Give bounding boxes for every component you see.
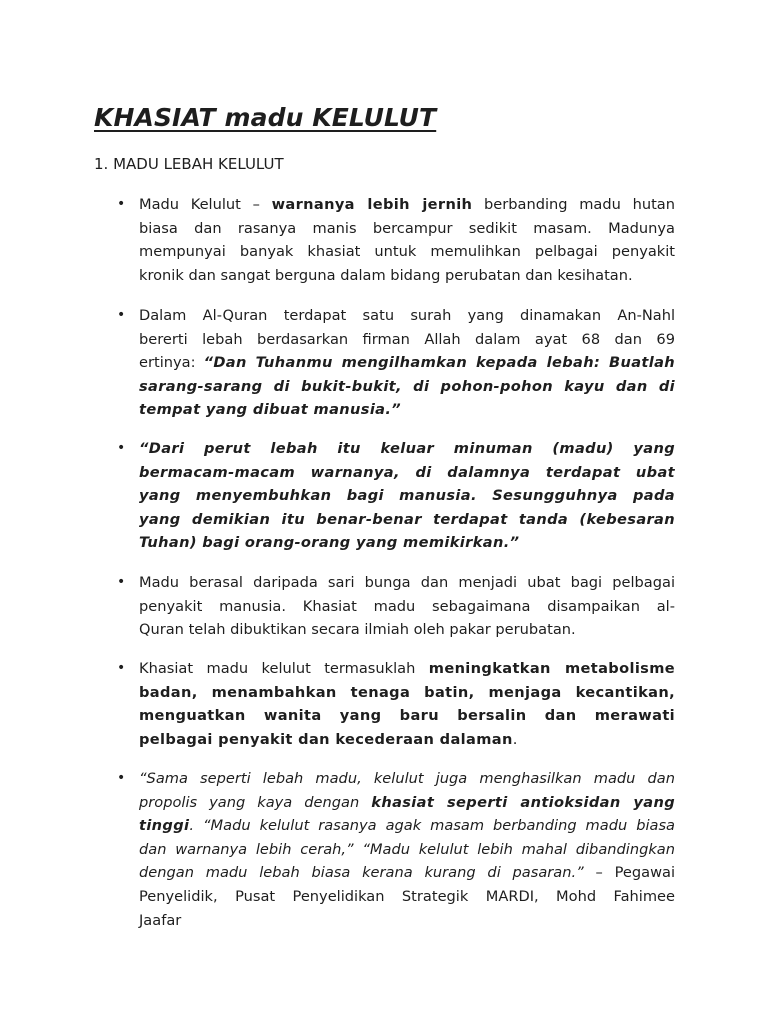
text-line: tempat yang dibuat manusia.” xyxy=(139,401,402,419)
list-item xyxy=(117,767,676,932)
text-line: Madu berasal daripada sari bunga dan menjadi ubat bagi pelbagai xyxy=(139,574,675,591)
text-line: mempunyai banyak khasiat untuk memulihkan pelbagai penyakit xyxy=(139,243,675,261)
text-line xyxy=(139,657,675,681)
text-line: kronik dan sangat berguna dalam bidang perubatan dan kesihatan. xyxy=(139,266,633,284)
text-run: ertinya: xyxy=(139,354,196,372)
text-line xyxy=(139,814,675,838)
text-run: Madu Kelulut – xyxy=(139,196,260,213)
text-line: “Sama seperti lebah madu, kelulut juga menghasilkan madu dan xyxy=(139,770,675,787)
section-heading: 1. MADU LEBAH KELULUT xyxy=(94,155,284,173)
bullet-icon: • xyxy=(117,660,126,676)
text-line: dan warnanya lebih cerah,” “Madu kelulut lebih mahal dibandingkan xyxy=(139,840,675,858)
text-run: Khasiat madu kelulut termasuklah xyxy=(139,660,416,677)
list-item xyxy=(117,437,675,555)
bold-text: pelbagai penyakit dan kecederaan dalaman xyxy=(139,730,513,748)
text-line: Tuhan) bagi orang-orang yang memikirkan.” xyxy=(139,534,520,552)
text-line: yang menyembuhkan bagi manusia. Sesungguhnya pada xyxy=(139,487,675,505)
text-line: sarang-sarang di bukit-bukit, di pohon-pohon kayu dan di xyxy=(139,377,675,395)
italic-text: dengan madu lebah biasa kerana kurang di pasaran.” xyxy=(139,864,584,882)
bullet-icon: • xyxy=(117,574,126,590)
bullet-icon: • xyxy=(117,196,126,212)
text-line: menguatkan wanita yang baru bersalin dan merawati xyxy=(139,707,675,725)
text-line xyxy=(139,351,675,375)
list-item xyxy=(117,657,676,751)
text-line: Dalam Al-Quran terdapat satu surah yang dinamakan An-Nahl xyxy=(139,307,675,324)
text-line: “Dari perut lebah itu keluar minuman (madu) yang xyxy=(139,440,675,457)
text-line: Penyelidik, Pusat Penyelidikan Strategik MARDI, Mohd Fahimee xyxy=(139,887,675,905)
text-line: Jaafar xyxy=(139,911,182,929)
text-line: biasa dan rasanya manis bercampur sedikit masam. Madunya xyxy=(139,219,675,237)
bold-italic-text: tinggi xyxy=(139,817,190,835)
list-item xyxy=(117,571,675,642)
text-line: bererti lebah berdasarkan firman Allah dalam ayat 68 dan 69 xyxy=(139,330,675,348)
text-line xyxy=(139,861,675,885)
bold-text: meningkatkan metabolisme xyxy=(428,660,676,677)
text-line: badan, menambahkan tenaga batin, menjaga kecantikan, xyxy=(139,683,675,701)
text-line: Quran telah dibuktikan secara ilmiah oleh pakar perubatan. xyxy=(139,621,576,639)
text-line xyxy=(139,791,675,815)
italic-text: propolis yang kaya dengan xyxy=(139,793,360,811)
text-line: bermacam-macam warnanya, di dalamnya terdapat ubat xyxy=(139,463,675,481)
text-line: penyakit manusia. Khasiat madu sebagaimana disampaikan al- xyxy=(139,597,675,615)
text-line xyxy=(139,728,675,752)
list-item xyxy=(117,304,676,422)
bullet-icon: • xyxy=(117,307,126,323)
bold-text: warnanya lebih jernih xyxy=(271,196,473,213)
bullet-icon: • xyxy=(117,440,126,456)
bold-italic-text: “Dan Tuhanmu mengilhamkan kepada lebah: Buatlah xyxy=(203,354,676,372)
bullet-icon: • xyxy=(117,770,126,786)
document-title: KHASIAT madu KELULUT xyxy=(94,103,437,132)
italic-text: . “Madu kelulut rasanya agak masam berbanding madu biasa xyxy=(189,817,675,835)
list-item xyxy=(117,193,675,287)
text-run: . xyxy=(512,730,518,748)
bold-italic-text: khasiat seperti antioksidan yang xyxy=(371,793,675,811)
text-run: – Pegawai xyxy=(595,864,676,882)
text-line xyxy=(139,193,675,217)
text-run: berbanding madu hutan xyxy=(484,196,675,213)
text-line: yang demikian itu benar-benar terdapat tanda (kebesaran xyxy=(139,510,675,528)
